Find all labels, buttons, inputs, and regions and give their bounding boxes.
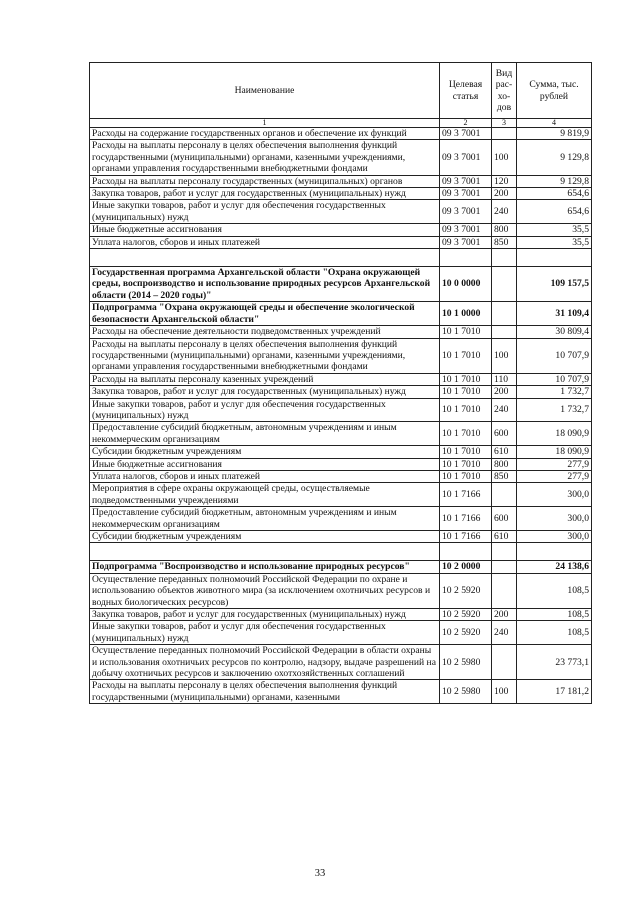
table-row [90,609,592,621]
empty-cell [492,249,517,267]
cell-target-article: 09 3 7001 [440,128,492,140]
cell-sum: 35,5 [517,224,592,236]
cell-sum: 277,9 [517,458,592,470]
cell-sum: 654,6 [517,188,592,200]
cell-sum: 23 773,1 [517,645,592,680]
header-sum: Сумма, тыс. рублей [517,63,592,119]
cell-sum: 9 129,8 [517,140,592,175]
table-header-row [90,63,592,119]
cell-expense-type: 100 [492,680,517,704]
cell-expense-type [492,561,517,573]
cell-name: Иные бюджетные ассигнования [90,224,440,236]
cell-sum: 10 707,9 [517,338,592,373]
cell-target-article: 09 3 7001 [440,236,492,248]
cell-sum: 1 732,7 [517,398,592,422]
cell-name: Субсидии бюджетным учреждениям [90,446,440,458]
cell-name: Подпрограмма "Воспроизводство и использование природных ресурсов" [90,561,440,573]
cell-name: Государственная программа Архангельской области "Охрана окружающей среды, воспроизводство и использование природных ресурсов Архангельской области (2014 – 2020 годы)" [90,267,440,302]
cell-name: Предоставление субсидий бюджетным, автономным учреждениям и иным некоммерческим организациям [90,422,440,446]
cell-target-article: 10 2 5920 [440,621,492,645]
cell-expense-type: 200 [492,609,517,621]
header-target-article: Целевая статья [440,63,492,119]
table-row [90,561,592,573]
table-row [90,224,592,236]
cell-sum: 18 090,9 [517,446,592,458]
cell-name: Закупка товаров, работ и услуг для государственных (муниципальных) нужд [90,609,440,621]
table-row [90,645,592,680]
cell-target-article: 10 1 7010 [440,422,492,446]
table-row [90,398,592,422]
column-number-row [90,119,592,128]
cell-expense-type: 100 [492,338,517,373]
page-number: 33 [314,868,326,879]
spacer-row [90,543,592,561]
cell-sum: 108,5 [517,621,592,645]
table-row [90,507,592,531]
cell-expense-type [492,483,517,507]
cell-expense-type: 200 [492,188,517,200]
table-row [90,236,592,248]
empty-cell [517,543,592,561]
cell-name: Расходы на выплаты персоналу в целях обеспечения выполнения функций государственными (муниципальными) органами, казенными учреждениями, органами управления государственными внебюджетными фондами [90,140,440,175]
cell-target-article: 10 1 7166 [440,483,492,507]
cell-expense-type [492,267,517,302]
empty-cell [440,543,492,561]
cell-name: Закупка товаров, работ и услуг для государственных (муниципальных) нужд [90,386,440,398]
cell-name: Подпрограмма "Охрана окружающей среды и обеспечение экологической безопасности Архангельской области" [90,302,440,326]
column-number: 4 [517,119,592,128]
cell-expense-type: 800 [492,458,517,470]
cell-target-article: 09 3 7001 [440,188,492,200]
cell-name: Расходы на выплаты персоналу в целях обеспечения выполнения функций государственными (муниципальными) органами, казенными [90,680,440,704]
cell-expense-type [492,302,517,326]
cell-expense-type [492,128,517,140]
table-row [90,483,592,507]
empty-cell [492,543,517,561]
table-row [90,200,592,224]
cell-target-article: 10 1 7010 [440,326,492,338]
cell-sum: 109 157,5 [517,267,592,302]
cell-sum: 1 732,7 [517,386,592,398]
table-row [90,326,592,338]
cell-expense-type [492,573,517,608]
table-row [90,386,592,398]
empty-cell [90,249,440,267]
cell-target-article: 10 1 7010 [440,386,492,398]
table-row [90,470,592,482]
table-row [90,680,592,704]
cell-sum: 9 819,9 [517,128,592,140]
cell-name: Расходы на выплаты персоналу в целях обеспечения выполнения функций государственными (муниципальными) органами, казенными учреждениями, органами управления государственными внебюджетными фондами [90,338,440,373]
table-row [90,573,592,608]
cell-target-article: 09 3 7001 [440,200,492,224]
table-row [90,338,592,373]
cell-name: Расходы на обеспечение деятельности подведомственных учреждений [90,326,440,338]
cell-sum: 35,5 [517,236,592,248]
cell-expense-type: 200 [492,386,517,398]
cell-sum: 277,9 [517,470,592,482]
cell-expense-type: 120 [492,175,517,187]
table-row [90,458,592,470]
cell-name: Иные закупки товаров, работ и услуг для обеспечения государственных (муниципальных) нужд [90,398,440,422]
table-row [90,422,592,446]
cell-name: Уплата налогов, сборов и иных платежей [90,470,440,482]
cell-expense-type: 100 [492,140,517,175]
table-row [90,302,592,326]
column-number: 3 [492,119,517,128]
cell-name: Мероприятия в сфере охраны окружающей среды, осуществляемые подведомственными учреждениями [90,483,440,507]
cell-target-article: 10 2 5920 [440,609,492,621]
cell-target-article: 09 3 7001 [440,224,492,236]
cell-name: Иные бюджетные ассигнования [90,458,440,470]
cell-expense-type: 800 [492,224,517,236]
budget-table [89,62,592,704]
cell-target-article: 10 2 5980 [440,645,492,680]
empty-cell [440,249,492,267]
cell-sum: 300,0 [517,531,592,543]
table-row [90,128,592,140]
cell-expense-type: 240 [492,398,517,422]
table-row [90,188,592,200]
table-row [90,446,592,458]
cell-target-article: 10 1 7010 [440,446,492,458]
cell-name: Предоставление субсидий бюджетным, автономным учреждениям и иным некоммерческим организациям [90,507,440,531]
cell-expense-type: 240 [492,200,517,224]
column-number: 1 [90,119,440,128]
table-row [90,175,592,187]
cell-name: Осуществление переданных полномочий Российской Федерации по охране и использованию объектов животного мира (за исключением охотничьих ресурсов и водных биологических ресурсов) [90,573,440,608]
cell-name: Расходы на выплаты персоналу государственных (муниципальных) органов [90,175,440,187]
cell-name: Иные закупки товаров, работ и услуг для обеспечения государственных (муниципальных) нужд [90,621,440,645]
cell-target-article: 09 3 7001 [440,175,492,187]
cell-target-article: 10 2 5980 [440,680,492,704]
table-row [90,531,592,543]
cell-expense-type [492,326,517,338]
empty-cell [90,543,440,561]
cell-target-article: 10 1 7010 [440,458,492,470]
cell-expense-type: 240 [492,621,517,645]
cell-target-article: 10 2 5920 [440,573,492,608]
cell-sum: 300,0 [517,483,592,507]
cell-sum: 654,6 [517,200,592,224]
cell-sum: 300,0 [517,507,592,531]
table-body [90,128,592,704]
cell-expense-type: 610 [492,531,517,543]
cell-name: Иные закупки товаров, работ и услуг для обеспечения государственных (муниципальных) нужд [90,200,440,224]
cell-target-article: 10 1 0000 [440,302,492,326]
cell-expense-type: 110 [492,373,517,385]
table-row [90,621,592,645]
cell-sum: 31 109,4 [517,302,592,326]
cell-target-article: 10 1 7166 [440,507,492,531]
spacer-row [90,249,592,267]
cell-name: Субсидии бюджетным учреждениям [90,531,440,543]
cell-target-article: 10 1 7166 [440,531,492,543]
cell-target-article: 10 0 0000 [440,267,492,302]
cell-sum: 24 138,6 [517,561,592,573]
cell-expense-type: 850 [492,236,517,248]
cell-target-article: 10 1 7010 [440,470,492,482]
cell-sum: 18 090,9 [517,422,592,446]
cell-sum: 9 129,8 [517,175,592,187]
cell-sum: 30 809,4 [517,326,592,338]
table-row [90,373,592,385]
cell-target-article: 10 1 7010 [440,373,492,385]
cell-expense-type: 850 [492,470,517,482]
table-row [90,267,592,302]
empty-cell [517,249,592,267]
cell-sum: 10 707,9 [517,373,592,385]
header-name: Наименование [90,63,440,119]
cell-expense-type: 610 [492,446,517,458]
cell-target-article: 10 2 0000 [440,561,492,573]
cell-sum: 17 181,2 [517,680,592,704]
cell-name: Расходы на содержание государственных органов и обеспечение их функций [90,128,440,140]
cell-sum: 108,5 [517,609,592,621]
cell-name: Осуществление переданных полномочий Российской Федерации в области охраны и использования охотничьих ресурсов по контролю, надзору, выдаче разрешений на добычу охотничьих ресурсов и заключению охотхозяйственных соглашений [90,645,440,680]
cell-expense-type: 600 [492,507,517,531]
table-row [90,140,592,175]
cell-sum: 108,5 [517,573,592,608]
cell-name: Уплата налогов, сборов и иных платежей [90,236,440,248]
cell-name: Расходы на выплаты персоналу казенных учреждений [90,373,440,385]
cell-expense-type: 600 [492,422,517,446]
cell-target-article: 10 1 7010 [440,338,492,373]
cell-expense-type [492,645,517,680]
header-expense-type: Вид рас- хо- дов [492,63,517,119]
cell-name: Закупка товаров, работ и услуг для государственных (муниципальных) нужд [90,188,440,200]
cell-target-article: 10 1 7010 [440,398,492,422]
cell-target-article: 09 3 7001 [440,140,492,175]
column-number: 2 [440,119,492,128]
